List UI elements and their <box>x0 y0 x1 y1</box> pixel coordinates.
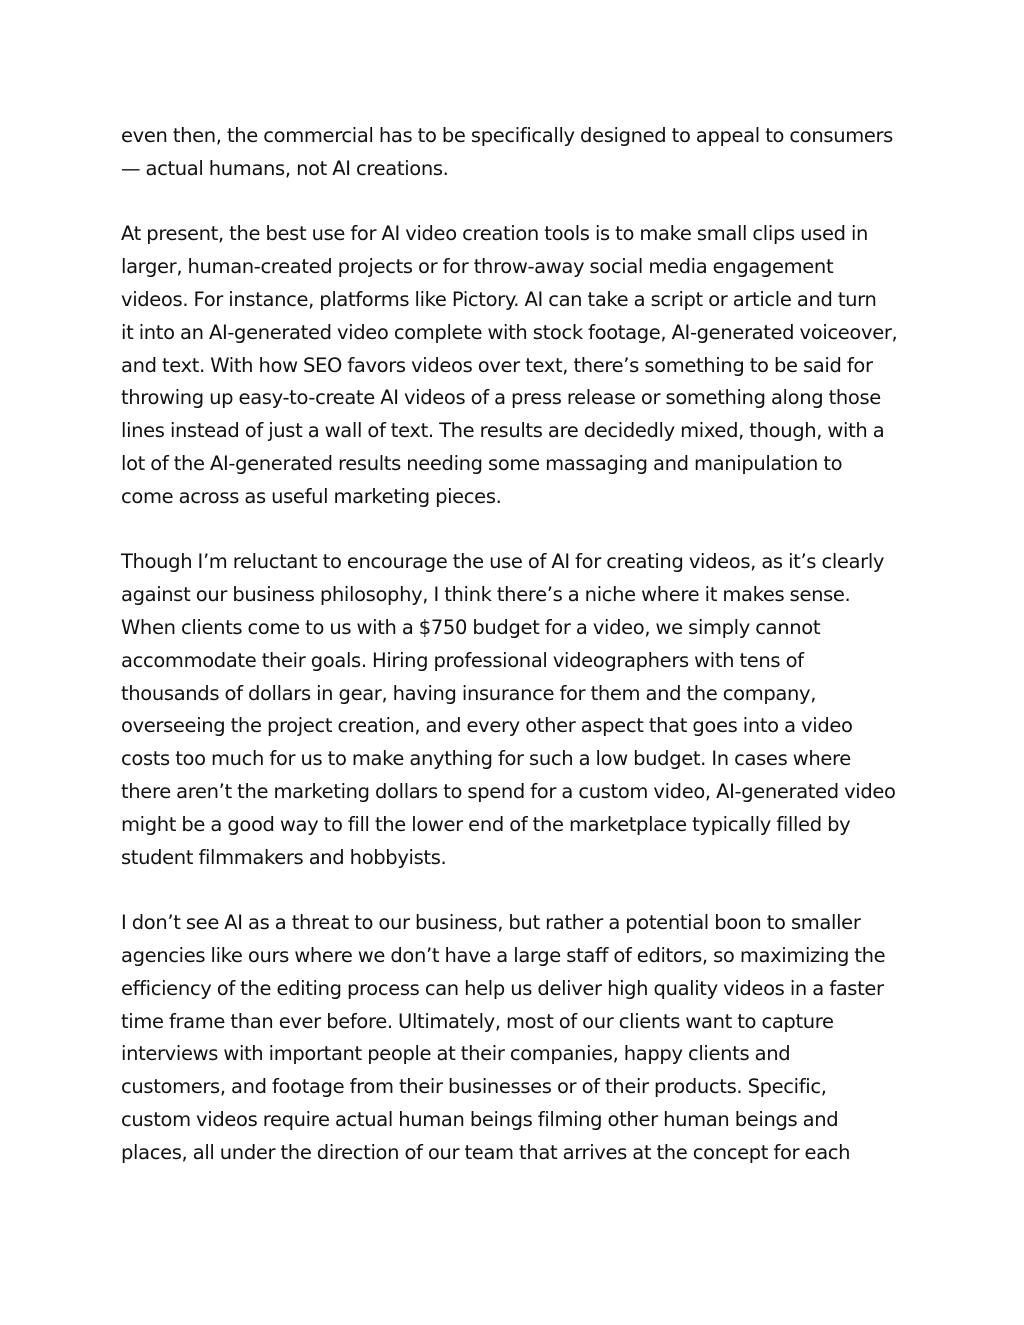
paragraph-4 <box>121 907 921 1169</box>
paragraph-2 <box>121 218 921 513</box>
text-line: might be a good way to fill the lower end of the marketplace typically filled by <box>121 812 851 836</box>
text-line: it into an AI-generated video complete with stock footage, AI-generated voiceover, <box>121 320 898 344</box>
text-line: come across as useful marketing pieces. <box>121 484 502 508</box>
text-line: throwing up easy-to-create AI videos of a press release or something along those <box>121 386 881 410</box>
text-line: larger, human-created projects or for throw-away social media engagement <box>121 255 834 279</box>
text-line: student filmmakers and hobbyists. <box>121 845 447 869</box>
text-line: Though I’m reluctant to encourage the use of AI for creating videos, as it’s clearly <box>121 550 885 574</box>
text-line: overseeing the project creation, and every other aspect that goes into a video <box>121 714 853 738</box>
text-line: I don’t see AI as a threat to our business, but rather a potential boon to smaller <box>121 911 861 935</box>
text-line: costs too much for us to make anything for such a low budget. In cases where <box>121 747 851 771</box>
text-line: time frame than ever before. Ultimately, most of our clients want to capture <box>121 1009 834 1033</box>
text-line: When clients come to us with a $750 budget for a video, we simply cannot <box>121 615 821 639</box>
paragraph-3 <box>121 546 921 874</box>
text-line: lines instead of just a wall of text. The results are decidedly mixed, though, with a <box>121 419 885 443</box>
text-line: there aren’t the marketing dollars to spend for a custom video, AI-generated video <box>121 779 896 803</box>
text-line: customers, and footage from their businesses or of their products. Specific, <box>121 1075 827 1099</box>
text-line: accommodate their goals. Hiring professional videographers with tens of <box>121 648 804 672</box>
text-line: At present, the best use for AI video creation tools is to make small clips used in <box>121 222 869 246</box>
text-line: agencies like ours where we don’t have a large staff of editors, so maximizing the <box>121 943 886 967</box>
text-line: thousands of dollars in gear, having insurance for them and the company, <box>121 681 817 705</box>
text-line: against our business philosophy, I think there’s a niche where it makes sense. <box>121 583 851 607</box>
paragraph-1 <box>121 120 921 186</box>
text-line: videos. For instance, platforms like Pictory. AI can take a script or article and turn <box>121 287 877 311</box>
text-line: custom videos require actual human beings filming other human beings and <box>121 1107 839 1131</box>
body-text <box>121 120 921 1202</box>
text-line: efficiency of the editing process can help us deliver high quality videos in a faster <box>121 976 884 1000</box>
text-line: lot of the AI-generated results needing some massaging and manipulation to <box>121 451 843 475</box>
text-line: — actual humans, not AI creations. <box>121 156 449 180</box>
text-line: even then, the commercial has to be specifically designed to appeal to consumers <box>121 124 893 147</box>
text-line: interviews with important people at their companies, happy clients and <box>121 1042 791 1066</box>
text-line: and text. With how SEO favors videos over text, there’s something to be said for <box>121 353 873 377</box>
text-line: places, all under the direction of our team that arrives at the concept for each <box>121 1140 851 1164</box>
